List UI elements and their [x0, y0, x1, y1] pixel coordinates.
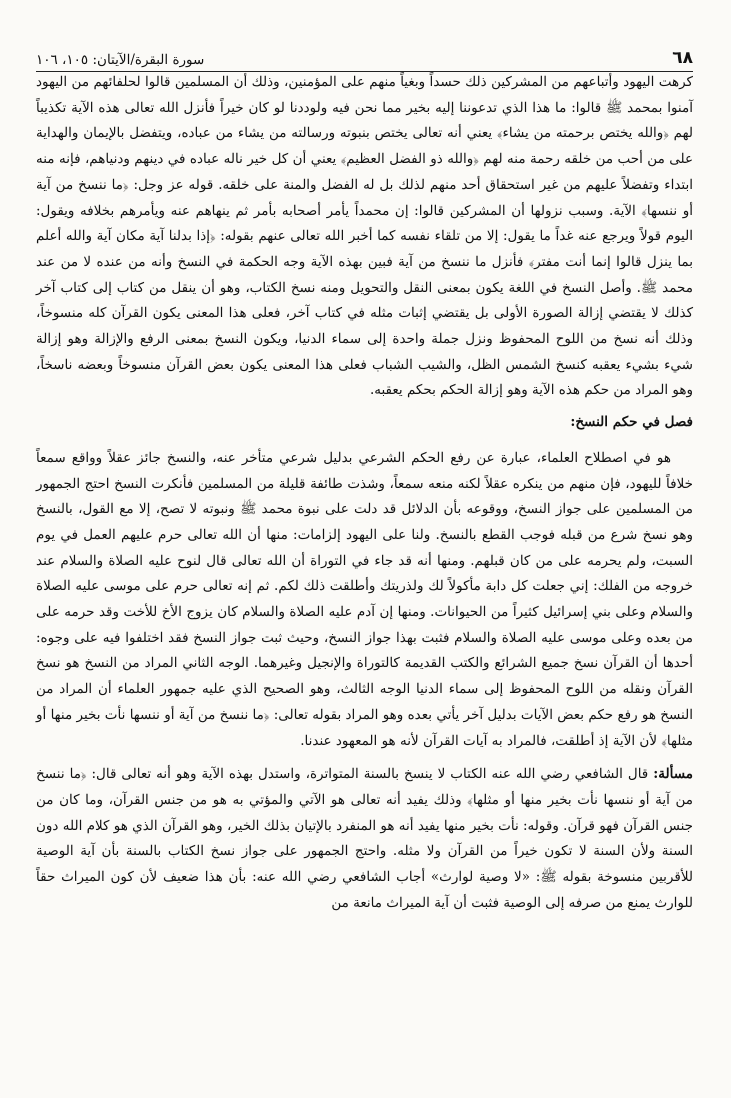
- masala-label: مسألة:: [653, 766, 693, 783]
- running-title: سورة البقرة/الآيتان: ١٠٥، ١٠٦: [36, 52, 205, 68]
- body-text: [36, 70, 693, 917]
- section-heading: فصل في حكم النسخ:: [570, 414, 693, 431]
- paragraph-naskh: هو في اصطلاح العلماء، عبارة عن رفع الحكم الشرعي بدليل شرعي متأخر عنه، والنسخ جائز عقلاً وواقع سمعاً خلافاً لليهود، فإن منهم من ينكره عقلاً لكنه منعه سمعاً، وشذت طائفة قليلة من المسلمين فأنكرت النسخ احتج الجمهور من المسلمين على جواز النسخ، ووقوعه بأن الدلائل قد دلت على نبوة محمد ﷺ ونبوته لا تصح، إلا مع القول، بالنسخ وهو نسخ شرع من قبله فوجب القطع بالنسخ. ولنا على اليهود إلزامات: منها أن الله تعالى حرم عليهم العمل في يوم السبت، ولم يحرمه على من كان قبلهم. ومنها أنه قد جاء في التوراة أن الله تعالى قال لنوح عليه الصلاة والسلام عند خروجه من الفلك: إني جعلت كل دابة مأكولاً لك ولذريتك وأطلقت ذلك لكم. ثم إنه تعالى حرم على موسى عليه الصلاة والسلام وعلى بني إسرائيل كثيراً من الحيوانات. ومنها إن آدم عليه الصلاة والسلام كان يزوج الأخ للأخت وقد حرمه على من بعده وعلى موسى عليه الصلاة والسلام فثبت بهذا جواز النسخ، وحيث ثبت جواز النسخ فقد اختلفوا فيه على وجوه: أحدها أن القرآن نسخ جميع الشرائع والكتب القديمة كالتوراة والإنجيل وغيرهما. الوجه الثاني المراد من النسخ هو نسخ القرآن ونقله من اللوح المحفوظ إلى سماء الدنيا الوجه الثالث، وهو الصحيح الذي عليه جمهور العلماء أن المراد من النسخ هو رفع حكم بعض الآيات بدليل آخر يأتي بعده وهو المراد بقوله تعالى: ﴿ما ننسخ من آية أو ننسها نأت بخير منها أو مثلها﴾ لأن الآية إذ أطلقت، فالمراد به آيات القرآن لأنه هو المعهود عندنا.: [36, 449, 693, 749]
- paragraph-tafsir: كرهت اليهود وأتباعهم من المشركين ذلك حسداً وبغياً منهم على المؤمنين، وذلك أن المسلمين قالوا لحلفائهم من اليهود آمنوا بمحمد ﷺ قالوا: ما هذا الذي تدعوننا إليه بخير مما نحن فيه ولوددنا لو كان خيراً فأنزل الله تعالى هذه الآية تكذيباً لهم ﴿والله يختص برحمته من يشاء﴾ يعني أنه تعالى يختص بنبوته ورسالته من يشاء من عباده، ويتفضل بالإيمان والهداية على من أحب من خلقه رحمة منه لهم ﴿والله ذو الفضل العظيم﴾ يعني أن كل خير ناله عباده في دينهم ودنياهم، فإنه منه ابتداء وتفضلاً عليهم من غير استحقاق أحد منهم لذلك بل له الفضل والمنة على خلقه. قوله عز وجل: ﴿ما ننسخ من آية أو ننسها﴾ الآية. وسبب نزولها أن المشركين قالوا: إن محمداً يأمر أصحابه بأمر ثم ينهاهم عنه ويأمرهم بخلافه ويقول: اليوم قولاً ويرجع عنه غداً ما يقول: إلا من تلقاء نفسه كما أخبر الله تعالى عنهم بقوله: ﴿إذا بدلنا آية مكان آية والله أعلم بما ينزل قالوا إنما أنت مفتر﴾ فأنزل ما ننسخ من آية فبين بهذه الآية وجه الحكمة في النسخ وأنه من عنده لا من عند محمد ﷺ. وأصل النسخ في اللغة يكون بمعنى النقل والتحويل ومنه نسخ الكتاب، وهو أن ينقل من كتاب إلى كتاب آخر كذلك لا يقتضي إزالة الصورة الأولى بل يقتضي إثبات مثله في كتاب آخر، فعلى هذا المعنى يكون القرآن كله منسوخاً، وذلك أنه نسخ من اللوح المحفوظ ونزل جملة واحدة إلى سماء الدنيا، ويكون النسخ بمعنى الرفع والإزالة وهو إزالة شيء بشيء يعقبه كنسخ الشمس الظل، والشيب الشباب فعلى هذا المعنى يكون بعض القرآن منسوخاً وبعضه ناسخاً، وهو المراد من حكم هذه الآية وهو إزالة الحكم بحكم يعقبه.: [36, 74, 693, 399]
- page-number: ٦٨: [672, 48, 693, 68]
- page-header: [36, 38, 693, 72]
- paragraph-masala: [36, 762, 693, 916]
- masala-text: قال الشافعي رضي الله عنه الكتاب لا ينسخ بالسنة المتواترة، واستدل بهذه الآية وهو أنه تعالى قال: ﴿ما ننسخ من آية أو ننسها نأت بخير منها أو مثلها﴾ وذلك يفيد أنه تعالى هو الآتي والمؤتي به هو من جنس القرآن، وما كان من جنس القرآن فهو قرآن. وقوله: نأت بخير منها يفيد أنه هو المنفرد بالإتيان بذلك الخير، وهو القرآن الذي هو كلام الله دون السنة ولأن السنة لا تكون خيراً من القرآن ولا مثله. واحتج الجمهور على جواز نسخ الكتاب بالسنة بأن آية الوصية للأقربين منسوخة بقوله ﷺ: «لا وصية لوارث» أجاب الشافعي رضي الله عنه: بأن هذا ضعيف لأن كون الميراث حقاً للوارث يمنع من صرفه إلى الوصية فثبت أن آية الميراث مانعة من: [36, 766, 693, 911]
